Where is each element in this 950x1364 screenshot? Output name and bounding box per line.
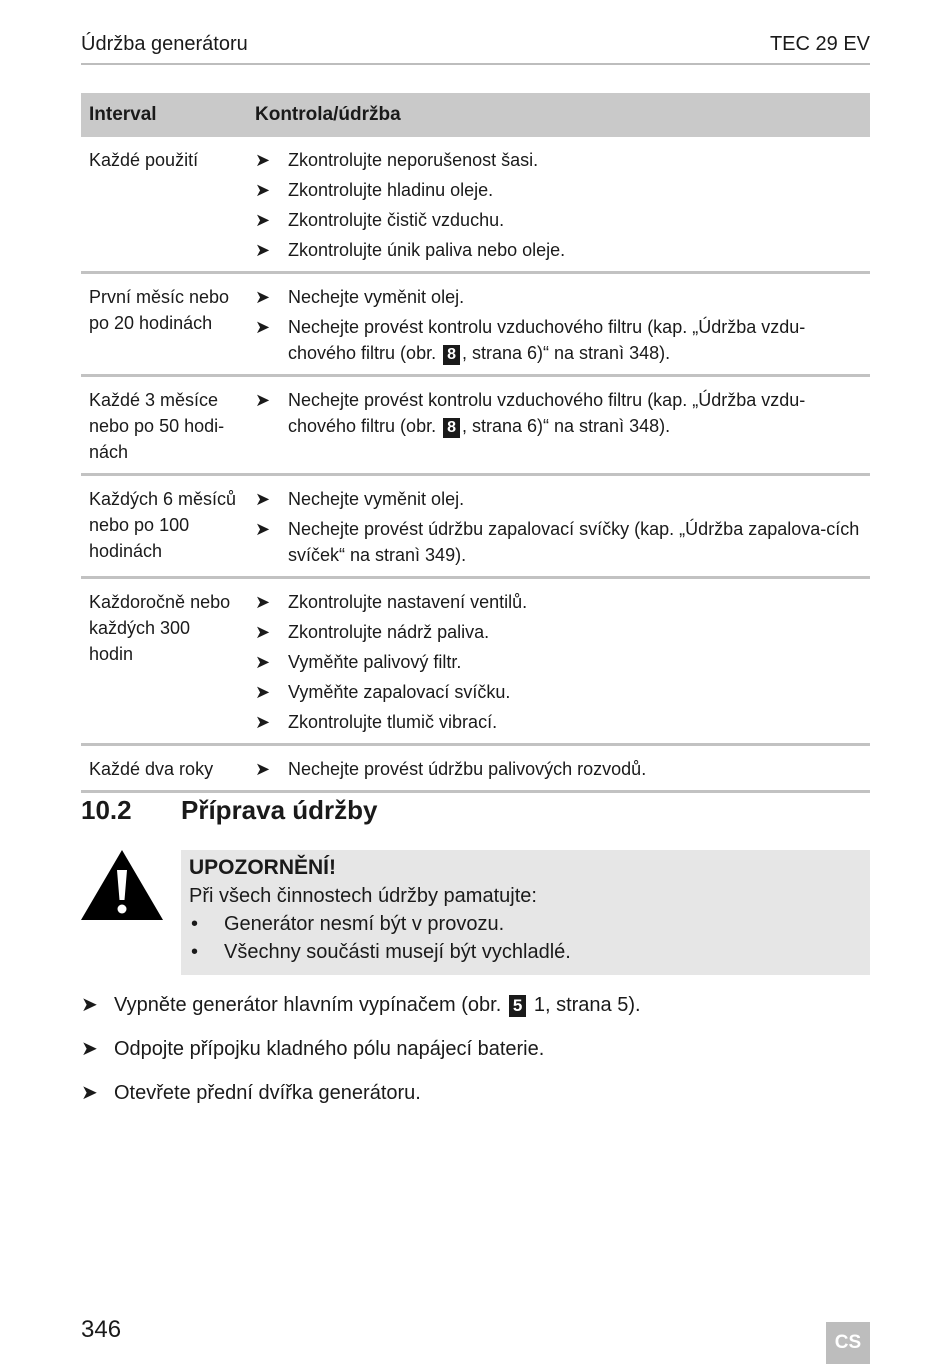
procedure-steps [81, 990, 870, 1122]
arrow-icon: ➤ [255, 240, 271, 260]
arrow-icon: ➤ [81, 994, 98, 1016]
check-item [255, 284, 862, 310]
table-row [81, 578, 870, 745]
table-header-row [81, 93, 870, 137]
arrow-icon: ➤ [255, 287, 271, 307]
check-item [255, 709, 862, 735]
check-item-text: Zkontrolujte tlumič vibrací. [288, 712, 498, 732]
warning-title: UPOZORNĚNÍ! [189, 856, 336, 879]
procedure-step [81, 1078, 870, 1108]
table-row [81, 376, 870, 475]
interval-cell: Každé použití [81, 137, 247, 273]
step-text: Odpojte přípojku kladného pólu napájecí baterie. [114, 1038, 545, 1060]
arrow-icon: ➤ [255, 317, 271, 337]
check-item [255, 237, 862, 263]
procedure-step [81, 990, 870, 1020]
check-cell [247, 376, 870, 475]
procedure-step [81, 1034, 870, 1064]
interval-cell: Každé dva roky [81, 745, 247, 792]
figure-reference-badge: 8 [443, 345, 460, 365]
arrow-icon: ➤ [255, 592, 271, 612]
interval-cell: Každých 6 měsíců nebo po 100 hodinách [81, 475, 247, 578]
arrow-icon: ➤ [255, 712, 271, 732]
figure-reference-badge: 5 [509, 995, 526, 1017]
section-title: Příprava údržby [181, 795, 378, 825]
figure-reference-badge: 8 [443, 418, 460, 438]
arrow-icon: ➤ [255, 519, 271, 539]
check-item [255, 756, 862, 782]
column-header-check: Kontrola/údržba [247, 93, 870, 137]
check-item-text: Nechejte vyměnit olej. [288, 287, 465, 307]
check-cell [247, 745, 870, 792]
check-item [255, 589, 862, 615]
check-item-text: Vyměňte palivový filtr. [288, 652, 462, 672]
warning-bullet-text: Všechny součásti musejí být vychladlé. [224, 941, 571, 963]
check-item-text: Nechejte vyměnit olej. [288, 489, 465, 509]
section-number: 10.2 [81, 795, 132, 825]
header-model-name: TEC 29 EV [769, 33, 870, 55]
check-item-text: Nechejte provést údržbu palivových rozvodů. [288, 759, 647, 779]
table-row [81, 475, 870, 578]
arrow-icon: ➤ [255, 759, 271, 779]
step-text: Vypněte generátor hlavním vypínačem (obr. 5 1, strana 5). [114, 994, 641, 1016]
arrow-icon: ➤ [255, 180, 271, 200]
page-number: 346 [81, 1316, 122, 1343]
check-cell [247, 475, 870, 578]
check-item [255, 516, 862, 568]
arrow-icon: ➤ [255, 390, 271, 410]
arrow-icon: ➤ [255, 622, 271, 642]
check-item-text: Nechejte provést údržbu zapalovací svíčky (kap. „Údržba zapalova-cích svíček“ na stranì 349). [288, 519, 860, 565]
arrow-icon: ➤ [255, 150, 271, 170]
warning-bullet [189, 938, 862, 966]
section-heading [81, 795, 378, 826]
check-cell [247, 137, 870, 273]
arrow-icon: ➤ [255, 652, 271, 672]
arrow-icon: ➤ [255, 210, 271, 230]
warning-box [181, 850, 870, 975]
check-cell [247, 578, 870, 745]
maintenance-schedule-table [81, 93, 870, 793]
table-row [81, 273, 870, 376]
interval-cell: Každé 3 měsíce nebo po 50 hodi-nách [81, 376, 247, 475]
check-item-text: Zkontrolujte hladinu oleje. [288, 180, 494, 200]
check-item [255, 679, 862, 705]
check-item [255, 177, 862, 203]
check-item-text: Zkontrolujte čistič vzduchu. [288, 210, 505, 230]
check-item [255, 314, 862, 366]
check-item [255, 619, 862, 645]
column-header-interval: Interval [81, 93, 247, 137]
warning-triangle-icon [81, 850, 163, 922]
check-item-text: Zkontrolujte neporušenost šasi. [288, 150, 539, 170]
check-item [255, 387, 862, 439]
check-item [255, 486, 862, 512]
check-item-text: Zkontrolujte nastavení ventilů. [288, 592, 528, 612]
table-row [81, 745, 870, 792]
interval-cell: První měsíc nebo po 20 hodinách [81, 273, 247, 376]
check-cell [247, 273, 870, 376]
warning-bullet [189, 910, 862, 938]
check-item [255, 147, 862, 173]
language-badge: CS [826, 1322, 870, 1364]
check-item [255, 207, 862, 233]
bullet-symbol: • [191, 913, 199, 935]
check-item-text: Zkontrolujte nádrž paliva. [288, 622, 490, 642]
interval-cell: Každoročně nebo každých 300 hodin [81, 578, 247, 745]
check-item-text: Nechejte provést kontrolu vzduchového filtru (kap. „Údržba vzdu-chového filtru (obr. 8 , strana 6)“ na stranì 348). [288, 390, 806, 436]
bullet-symbol: • [191, 941, 199, 963]
arrow-icon: ➤ [81, 1082, 98, 1104]
header-chapter-title: Údržba generátoru [81, 33, 248, 55]
warning-intro: Při všech činnostech údržby pamatujte: [189, 885, 537, 907]
page-header [81, 33, 870, 65]
step-text: Otevřete přední dvířka generátoru. [114, 1082, 421, 1104]
table-row [81, 137, 870, 273]
arrow-icon: ➤ [255, 489, 271, 509]
warning-bullet-text: Generátor nesmí být v provozu. [224, 913, 505, 935]
check-item-text: Nechejte provést kontrolu vzduchového filtru (kap. „Údržba vzdu-chového filtru (obr. 8 , strana 6)“ na stranì 348). [288, 317, 806, 363]
check-item [255, 649, 862, 675]
check-item-text: Vyměňte zapalovací svíčku. [288, 682, 511, 702]
arrow-icon: ➤ [81, 1038, 98, 1060]
arrow-icon: ➤ [255, 682, 271, 702]
check-item-text: Zkontrolujte únik paliva nebo oleje. [288, 240, 566, 260]
